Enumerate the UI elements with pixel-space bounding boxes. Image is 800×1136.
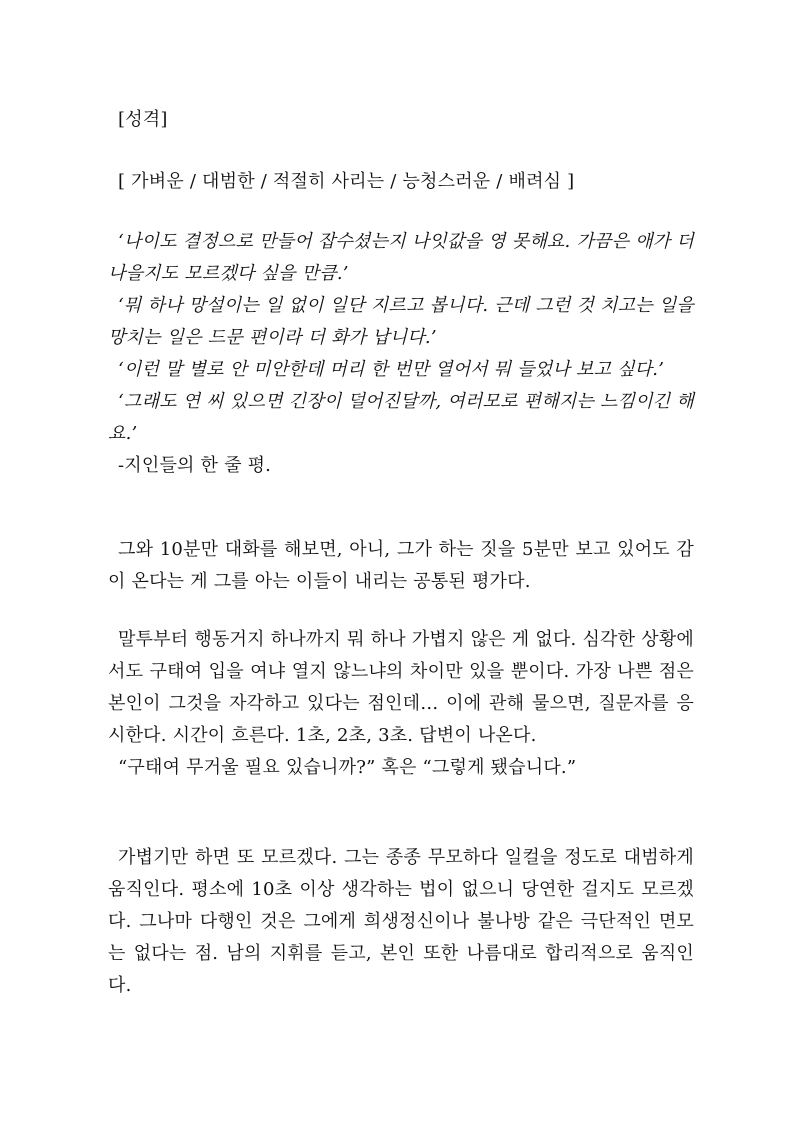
quotes-block xyxy=(108,226,694,482)
quote-4: ‘그래도 연 씨 있으면 긴장이 덜어진달까, 여러모로 편해지는 느낌이긴 해요.’ xyxy=(108,391,694,444)
traits-line xyxy=(108,166,694,198)
quote-3: ‘이런 말 별로 안 미안한데 머리 한 번만 열어서 뭐 들었나 보고 싶다.’ xyxy=(118,359,665,380)
quote-1: ‘나이도 결정으로 만들어 잡수셨는지 나잇값을 영 못해요. 가끔은 애가 더 나을지도 모르겠다 싶을 만큼.’ xyxy=(108,231,694,284)
dialogue-line: “구태여 무거울 필요 있습니까?” 혹은 “그렇게 됐습니다.” xyxy=(118,757,577,778)
paragraph-1-text: 그와 10분만 대화를 해보면, 아니, 그가 하는 짓을 5분만 보고 있어도 감이 온다는 게 그를 아는 이들이 내리는 공통된 평가다. xyxy=(108,539,694,592)
section-title xyxy=(108,104,694,136)
quote-2: ‘뭐 하나 망설이는 일 없이 일단 지르고 봅니다. 근데 그런 것 치고는 일을 망치는 일은 드문 편이라 더 화가 납니다.’ xyxy=(108,295,694,348)
paragraph-1 xyxy=(108,534,694,598)
paragraph-2 xyxy=(108,624,694,784)
quote-attribution: -지인들의 한 줄 평. xyxy=(118,455,272,476)
section-title-text: [성격] xyxy=(118,109,168,130)
paragraph-2-text: 말투부터 행동거지 하나까지 뭐 하나 가볍지 않은 게 없다. 심각한 상황에서도 구태여 입을 여냐 열지 않느냐의 차이만 있을 뿐이다. 가장 나쁜 점은 본인이 그것을 자각하고 있다는 점인데… 이에 관해 물으면, 질문자를 응시한다. 시간이 흐른다. 1초, 2초, 3초. 답변이 나온다. xyxy=(108,629,694,746)
traits-text: [ 가벼운 / 대범한 / 적절히 사리는 / 능청스러운 / 배려심 ] xyxy=(118,171,575,192)
paragraph-3 xyxy=(108,842,694,1002)
paragraph-3-text: 가볍기만 하면 또 모르겠다. 그는 종종 무모하다 일컬을 정도로 대범하게 움직인다. 평소에 10초 이상 생각하는 법이 없으니 당연한 걸지도 모르겠다. 그나마 다행인 것은 그에게 희생정신이나 불나방 같은 극단적인 면모는 없다는 점. 남의 지휘를 듣고, 본인 또한 나름대로 합리적으로 움직인다. xyxy=(108,847,694,996)
